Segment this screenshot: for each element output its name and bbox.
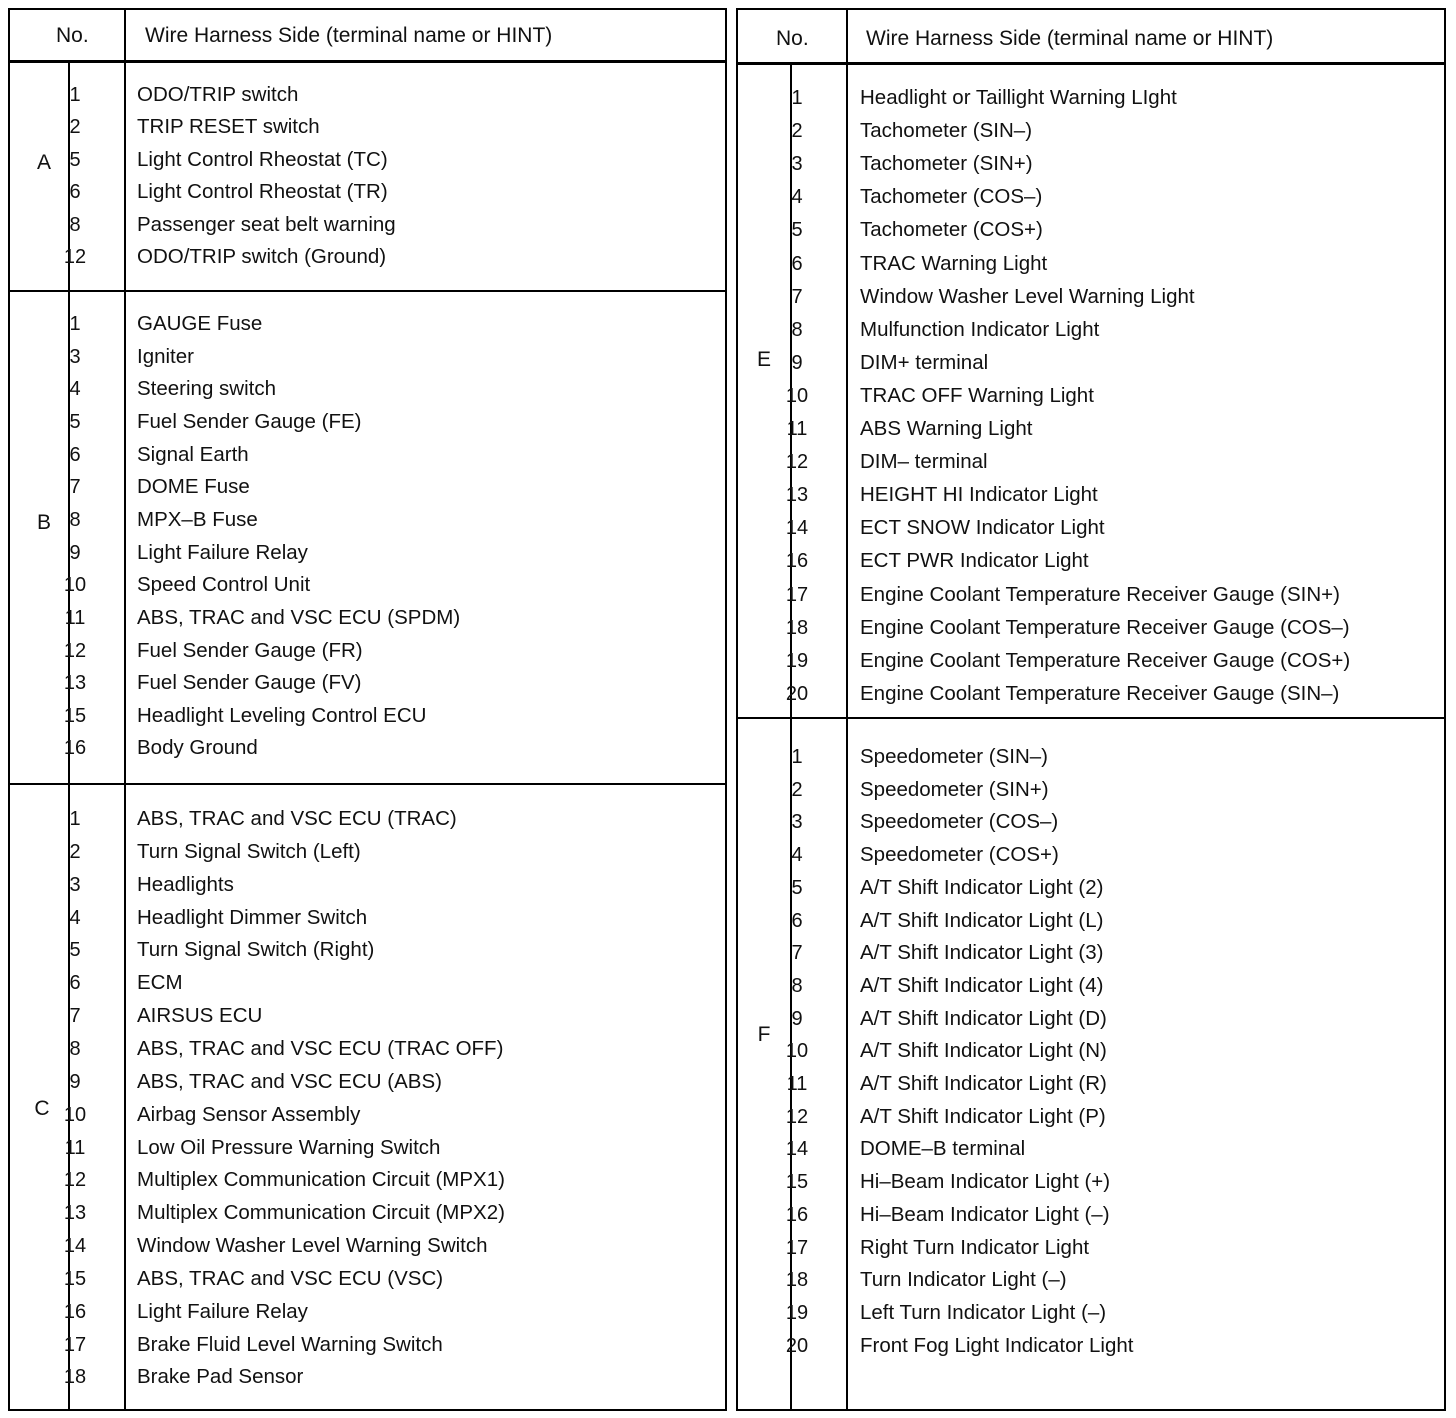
terminal-number-c: 6 [69, 972, 81, 995]
terminal-number-c: 14 [63, 1235, 87, 1258]
right-table [736, 8, 1446, 1411]
terminal-number-f: 11 [786, 1073, 808, 1095]
terminal-description-e: Engine Coolant Temperature Receiver Gauge (SIN+) [860, 582, 1340, 606]
terminal-description-a: ODO/TRIP switch (Ground) [137, 245, 387, 268]
terminal-number-e: 1 [791, 87, 803, 109]
terminal-description-e: Tachometer (COS+) [860, 218, 1043, 242]
terminal-number-c: 8 [69, 1037, 81, 1060]
group-label-a: A [36, 151, 52, 174]
terminal-description-e: Engine Coolant Temperature Receiver Gauge (COS+) [860, 648, 1351, 672]
terminal-description-a: Passenger seat belt warning [137, 212, 396, 236]
terminal-description-f: A/T Shift Indicator Light (4) [860, 973, 1104, 997]
terminal-description-c: Window Washer Level Warning Switch [137, 1234, 488, 1258]
terminal-number-a: 2 [69, 116, 81, 139]
terminal-number-c: 16 [63, 1300, 87, 1323]
group-divider-a-b [10, 290, 725, 292]
terminal-description-e: HEIGHT HI Indicator Light [860, 483, 1098, 507]
terminal-number-c: 12 [63, 1169, 87, 1192]
terminal-description-f: A/T Shift Indicator Light (R) [860, 1072, 1107, 1095]
terminal-description-b: Headlight Leveling Control ECU [137, 703, 427, 727]
terminal-number-f: 17 [785, 1236, 809, 1259]
left-table [8, 8, 727, 1411]
terminal-description-b: Steering switch [137, 377, 277, 401]
terminal-number-b: 4 [69, 378, 81, 401]
terminal-number-e: 20 [785, 682, 809, 705]
terminal-number-c: 4 [69, 906, 81, 929]
terminal-description-f: Front Fog Light Indicator Light [860, 1333, 1134, 1357]
terminal-number-f: 9 [791, 1007, 803, 1030]
terminal-description-c: Turn Signal Switch (Left) [137, 839, 361, 863]
terminal-description-e: DIM+ terminal [860, 350, 989, 374]
terminal-number-f: 1 [791, 746, 803, 768]
terminal-description-f: A/T Shift Indicator Light (P) [860, 1104, 1106, 1128]
terminal-description-c: AIRSUS ECU [137, 1004, 263, 1028]
terminal-description-b: Igniter [137, 344, 194, 368]
terminal-number-b: 16 [63, 737, 87, 760]
terminal-description-e: ECT SNOW Indicator Light [860, 516, 1105, 540]
terminal-number-f: 3 [791, 811, 803, 834]
terminal-description-c: Multiplex Communication Circuit (MPX1) [137, 1168, 505, 1192]
terminal-description-e: Engine Coolant Temperature Receiver Gauge (SIN–) [860, 681, 1340, 705]
column-divider [124, 10, 126, 1409]
terminal-description-f: Hi–Beam Indicator Light (+) [860, 1170, 1111, 1194]
terminal-description-f: A/T Shift Indicator Light (N) [860, 1039, 1107, 1063]
group-label-b: B [36, 511, 52, 534]
terminal-description-f: Speedometer (SIN+) [860, 777, 1049, 801]
group-label-e: E [756, 348, 772, 371]
terminal-number-e: 3 [791, 153, 803, 176]
terminal-number-f: 4 [791, 844, 803, 867]
terminal-number-b: 7 [69, 476, 81, 499]
terminal-description-c: ABS, TRAC and VSC ECU (TRAC) [137, 807, 457, 830]
terminal-description-e: DIM– terminal [860, 450, 988, 474]
terminal-description-f: A/T Shift Indicator Light (3) [860, 941, 1104, 965]
terminal-number-f: 14 [785, 1138, 809, 1161]
terminal-number-b: 11 [64, 606, 86, 629]
terminal-description-e: Tachometer (COS–) [860, 185, 1043, 209]
terminal-number-e: 4 [791, 186, 803, 209]
terminal-number-f: 12 [785, 1105, 809, 1128]
terminal-description-a: Light Control Rheostat (TR) [137, 180, 388, 204]
terminal-number-c: 17 [63, 1333, 87, 1356]
terminal-description-b: Speed Control Unit [137, 573, 311, 597]
terminal-number-f: 8 [791, 974, 803, 997]
terminal-number-c: 3 [69, 873, 81, 896]
terminal-number-b: 12 [63, 639, 87, 662]
terminal-description-e: Tachometer (SIN–) [860, 119, 1033, 143]
terminal-description-e: ECT PWR Indicator Light [860, 549, 1089, 573]
header-wire-harness-side: Wire Harness Side (terminal name or HINT) [866, 27, 1274, 50]
terminal-number-c: 18 [63, 1366, 87, 1389]
terminal-number-c: 1 [69, 808, 81, 830]
terminal-description-f: Speedometer (COS–) [860, 810, 1059, 834]
terminal-number-b: 10 [63, 574, 87, 597]
terminal-description-c: ECM [137, 971, 183, 995]
terminal-number-e: 6 [791, 252, 803, 275]
terminal-number-f: 19 [785, 1301, 809, 1324]
terminal-number-b: 6 [69, 443, 81, 466]
group-divider-e-f [738, 717, 1444, 719]
terminal-number-e: 14 [785, 517, 809, 540]
terminal-description-e: Tachometer (SIN+) [860, 152, 1033, 176]
terminal-number-e: 2 [791, 120, 803, 143]
terminal-number-f: 15 [785, 1171, 809, 1194]
terminal-description-b: Body Ground [137, 736, 258, 760]
terminal-description-f: Speedometer (SIN–) [860, 745, 1049, 768]
terminal-description-c: Headlight Dimmer Switch [137, 905, 368, 929]
terminal-description-b: ABS, TRAC and VSC ECU (SPDM) [137, 605, 461, 629]
terminal-description-e: Headlight or Taillight Warning LIght [860, 86, 1177, 109]
terminal-number-e: 8 [791, 318, 803, 341]
terminal-description-a: ODO/TRIP switch [137, 83, 299, 106]
terminal-description-f: Left Turn Indicator Light (–) [860, 1300, 1107, 1324]
terminal-number-a: 5 [69, 148, 81, 171]
terminal-number-e: 18 [785, 616, 809, 639]
terminal-description-c: ABS, TRAC and VSC ECU (ABS) [137, 1069, 442, 1093]
terminal-number-c: 10 [63, 1103, 87, 1126]
terminal-number-e: 7 [791, 285, 803, 308]
terminal-description-e: TRAC OFF Warning Light [860, 383, 1094, 407]
terminal-number-b: 13 [63, 672, 87, 695]
terminal-number-c: 2 [69, 840, 81, 863]
terminal-description-b: GAUGE Fuse [137, 312, 263, 335]
terminal-description-f: A/T Shift Indicator Light (L) [860, 908, 1104, 932]
terminal-number-f: 20 [785, 1334, 809, 1357]
terminal-number-e: 19 [785, 649, 809, 672]
terminal-number-f: 16 [785, 1203, 809, 1226]
terminal-number-e: 16 [785, 550, 809, 573]
terminal-number-e: 10 [785, 384, 809, 407]
terminal-number-f: 7 [791, 942, 803, 965]
terminal-number-e: 5 [791, 219, 803, 242]
terminal-number-e: 9 [791, 351, 803, 374]
header-wire-harness-side: Wire Harness Side (terminal name or HINT) [145, 24, 553, 47]
terminal-description-b: Fuel Sender Gauge (FV) [137, 671, 362, 695]
header-no: No. [56, 24, 89, 47]
terminal-number-c: 15 [63, 1267, 87, 1290]
terminal-description-f: Speedometer (COS+) [860, 843, 1059, 867]
terminal-number-f: 6 [791, 909, 803, 932]
terminal-number-b: 8 [69, 508, 81, 531]
terminal-description-f: A/T Shift Indicator Light (D) [860, 1006, 1107, 1030]
terminal-description-b: Fuel Sender Gauge (FR) [137, 638, 363, 662]
terminal-number-c: 9 [69, 1070, 81, 1093]
terminal-description-e: Mulfunction Indicator Light [860, 317, 1100, 341]
terminal-number-b: 9 [69, 541, 81, 564]
terminal-number-c: 7 [69, 1005, 81, 1028]
terminal-number-c: 13 [63, 1202, 87, 1225]
terminal-description-c: Turn Signal Switch (Right) [137, 938, 375, 962]
terminal-description-c: Brake Fluid Level Warning Switch [137, 1332, 443, 1356]
terminal-description-c: Multiplex Communication Circuit (MPX2) [137, 1201, 505, 1225]
terminal-number-e: 13 [785, 484, 809, 507]
header-divider [10, 60, 725, 63]
terminal-number-e: 12 [785, 451, 809, 474]
terminal-number-f: 5 [791, 876, 803, 899]
terminal-description-e: Window Washer Level Warning Light [860, 284, 1195, 308]
terminal-number-a: 1 [69, 84, 81, 106]
group-divider-b-c [10, 783, 725, 785]
terminal-number-a: 8 [69, 213, 81, 236]
terminal-description-e: Engine Coolant Temperature Receiver Gauge (COS–) [860, 615, 1350, 639]
terminal-description-f: Right Turn Indicator Light [860, 1235, 1090, 1259]
terminal-description-a: Light Control Rheostat (TC) [137, 147, 388, 171]
terminal-description-c: Airbag Sensor Assembly [137, 1102, 361, 1126]
terminal-number-f: 18 [785, 1269, 809, 1292]
terminal-number-a: 6 [69, 181, 81, 204]
terminal-number-e: 11 [786, 418, 808, 440]
terminal-description-b: MPX–B Fuse [137, 507, 258, 531]
terminal-description-e: TRAC Warning Light [860, 251, 1048, 275]
terminal-number-b: 1 [69, 313, 81, 335]
terminal-description-f: Hi–Beam Indicator Light (–) [860, 1202, 1110, 1226]
terminal-description-f: DOME–B terminal [860, 1137, 1026, 1161]
terminal-description-c: ABS, TRAC and VSC ECU (TRAC OFF) [137, 1036, 504, 1060]
header-divider [738, 62, 1444, 65]
terminal-number-b: 3 [69, 345, 81, 368]
column-divider [846, 10, 848, 1409]
terminal-description-a: TRIP RESET switch [137, 115, 320, 139]
terminal-description-c: Light Failure Relay [137, 1299, 308, 1323]
terminal-number-c: 5 [69, 939, 81, 962]
group-label-f: F [757, 1023, 771, 1046]
terminal-number-c: 11 [64, 1136, 86, 1159]
terminal-number-e: 17 [785, 583, 809, 606]
terminal-description-f: Turn Indicator Light (–) [860, 1268, 1067, 1292]
terminal-description-c: Headlights [137, 872, 234, 896]
terminal-number-f: 10 [785, 1040, 809, 1063]
terminal-description-c: ABS, TRAC and VSC ECU (VSC) [137, 1266, 444, 1290]
terminal-description-b: DOME Fuse [137, 475, 250, 499]
terminal-description-b: Fuel Sender Gauge (FE) [137, 409, 362, 433]
terminal-description-c: Brake Pad Sensor [137, 1365, 304, 1389]
terminal-description-e: ABS Warning Light [860, 417, 1033, 440]
terminal-number-f: 2 [791, 778, 803, 801]
header-no: No. [776, 27, 809, 50]
terminal-number-b: 15 [63, 704, 87, 727]
group-label-c: C [34, 1097, 50, 1120]
terminal-description-b: Signal Earth [137, 442, 249, 466]
terminal-description-f: A/T Shift Indicator Light (2) [860, 875, 1104, 899]
terminal-number-b: 5 [69, 410, 81, 433]
terminal-description-b: Light Failure Relay [137, 540, 308, 564]
terminal-number-a: 12 [63, 246, 87, 268]
terminal-description-c: Low Oil Pressure Warning Switch [137, 1135, 441, 1159]
